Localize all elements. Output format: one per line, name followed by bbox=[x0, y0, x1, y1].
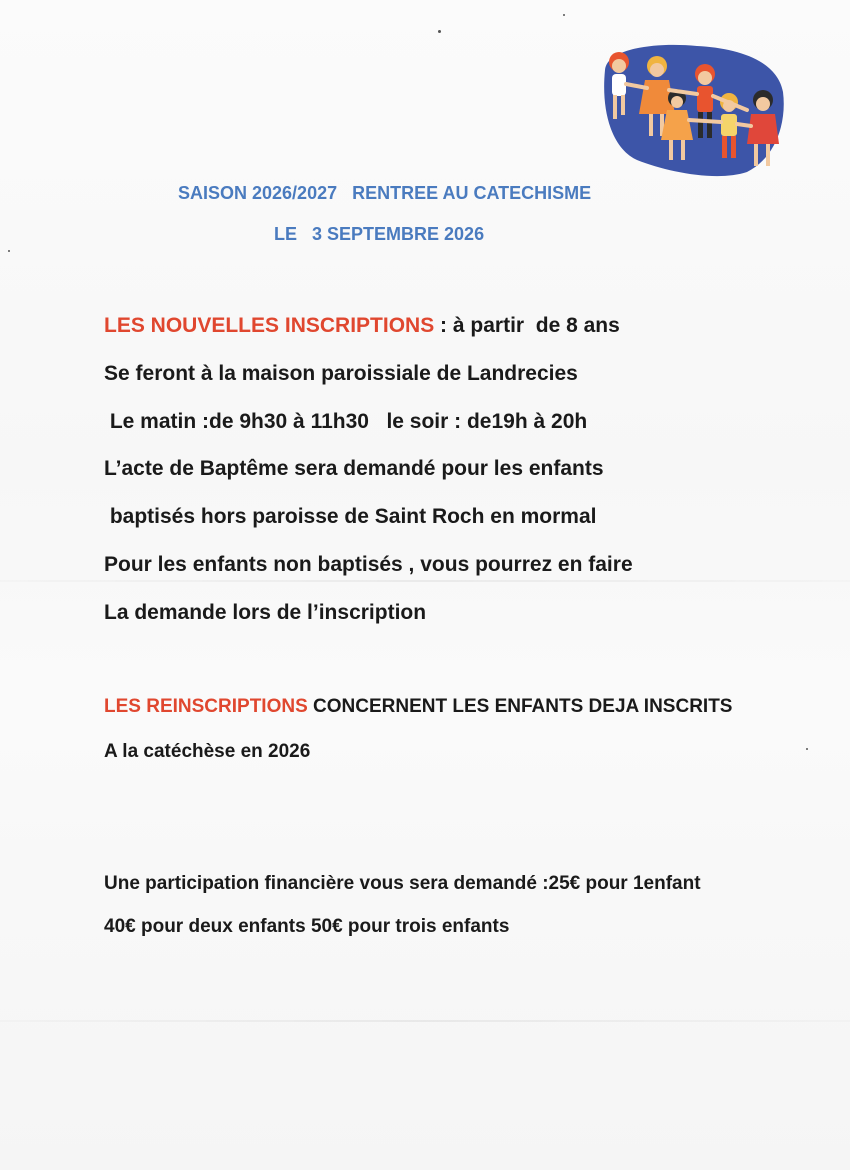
header-date: LE 3 SEPTEMBRE 2026 bbox=[274, 224, 485, 244]
reinscriptions-heading-rest: CONCERNENT LES ENFANTS DEJA INSCRITS bbox=[307, 696, 733, 717]
paper-speck bbox=[438, 30, 441, 33]
paper-fold bbox=[0, 1020, 850, 1022]
paper-speck bbox=[806, 748, 808, 750]
header-season-title: SAISON 2026/2027 RENTREE AU CATECHISME bbox=[178, 183, 592, 203]
paper-fold bbox=[0, 580, 850, 582]
participation-line: Une participation financière vous sera demandé :25€ pour 1enfant bbox=[104, 873, 701, 894]
paper-speck bbox=[8, 250, 10, 252]
children-dancing-illustration bbox=[597, 40, 787, 180]
nouvelles-line: La demande lors de l’inscription bbox=[104, 601, 427, 624]
nouvelles-inscriptions-heading-line bbox=[104, 314, 620, 338]
reinscriptions-heading-line bbox=[104, 696, 732, 718]
nouvelles-line: L’acte de Baptême sera demandé pour les enfants bbox=[104, 457, 604, 480]
nouvelles-line: baptisés hors paroisse de Saint Roch en mormal bbox=[104, 505, 597, 528]
reinscriptions-heading: LES REINSCRIPTIONS bbox=[104, 696, 308, 717]
nouvelles-line: Pour les enfants non baptisés , vous pourrez en faire bbox=[104, 553, 633, 576]
paper-speck bbox=[563, 14, 565, 16]
participation-line: 40€ pour deux enfants 50€ pour trois enfants bbox=[104, 916, 510, 937]
nouvelles-line: Se feront à la maison paroissiale de Landrecies bbox=[104, 362, 578, 385]
nouvelles-line: Le matin :de 9h30 à 11h30 le soir : de19h à 20h bbox=[104, 410, 588, 433]
reinscriptions-line: A la catéchèse en 2026 bbox=[104, 741, 311, 762]
nouvelles-inscriptions-age: : à partir de 8 ans bbox=[434, 314, 620, 337]
nouvelles-inscriptions-heading: LES NOUVELLES INSCRIPTIONS bbox=[104, 314, 435, 337]
